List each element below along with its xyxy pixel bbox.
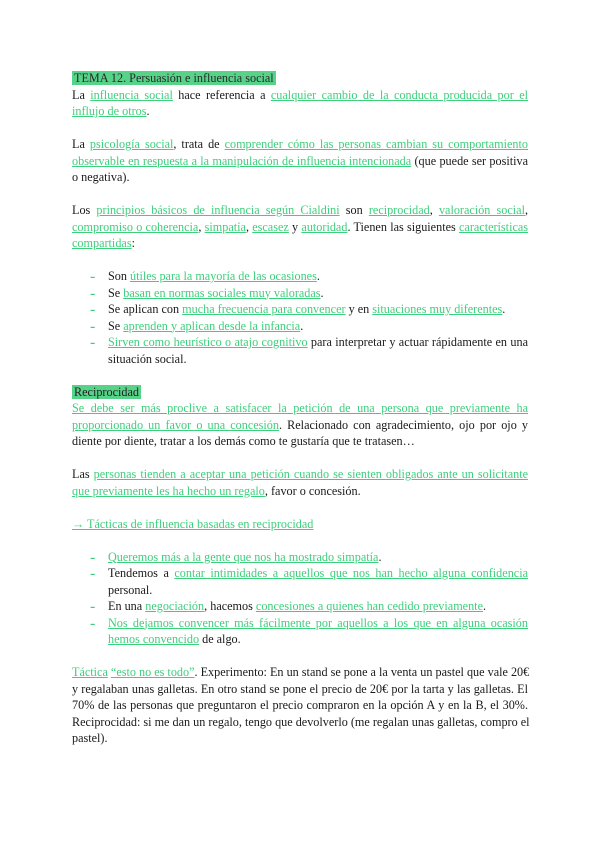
dash-bullet-icon: - [90,317,96,335]
list-item [72,549,528,566]
dash-bullet-icon: - [90,334,96,351]
text: , [429,203,439,217]
link-tacticas[interactable]: → Tácticas de influencia basadas en reciprocidad [72,516,314,531]
paragraph-6-line-4 [72,714,528,731]
link-item[interactable]: aprenden y aplican desde la infancia [123,318,301,333]
link-item[interactable]: Sirven como heurístico o atajo cognitivo [108,335,308,349]
text: diente por diente, tratar a los demás como te gustaría que te tratasen… [72,434,415,448]
text: . [502,302,506,316]
dash-bullet-icon: - [90,301,96,318]
link-autoridad[interactable]: autoridad [301,219,348,234]
link-item[interactable]: negociación [145,599,205,613]
paragraph-6-line-5 [72,730,528,747]
link-tactica[interactable]: Táctica [72,665,108,679]
text: , [198,219,205,234]
paragraph-6-line-2 [72,681,528,698]
text: En una [108,599,146,613]
text: . [320,285,324,300]
heading-line [72,384,528,401]
paragraph-4-line-2 [72,417,528,434]
text: para interpretar y actuar rápidamente en una [307,335,528,349]
page-title: TEMA 12. Persuasión e influencia social [74,71,274,85]
text: La [72,137,90,151]
paragraph-3-line-1 [72,202,528,219]
text: Las [72,467,94,481]
link-caracteristicas[interactable]: características [459,219,529,234]
link-reciprocidad[interactable]: reciprocidad [368,203,430,217]
text: , [245,219,253,234]
paragraph-3-line-2 [72,219,528,236]
text: . [316,269,320,283]
text: Se [108,285,124,300]
text: o negativa). [72,170,130,184]
text: pastel). [72,731,108,745]
text: , hacemos [204,599,256,613]
link-simpatia[interactable]: simpatía [204,219,246,234]
link-comprender[interactable]: comprender cómo las personas cambian su comportamiento [224,137,529,151]
section-heading: Reciprocidad [74,384,139,399]
text: y en [345,302,373,316]
text: . [378,549,382,564]
link-psicologia-social[interactable]: psicología social [89,137,174,151]
tactics-link-line [72,516,528,533]
text: (que puede ser positiva [411,153,528,168]
paragraph-4-line-1 [72,400,528,417]
paragraph-2-line-1 [72,136,528,153]
list-item [72,285,528,302]
link-valoracion-social[interactable]: valoración social [438,203,525,217]
list-item [72,334,528,367]
link-principios-cialdini[interactable]: principios básicos de influencia según Cialdini [96,203,340,217]
text: personal. [108,582,153,597]
paragraph-4-line-3 [72,433,528,450]
paragraph-5-line-2 [72,483,528,500]
dash-bullet-icon: - [90,268,96,285]
list-item [72,598,528,615]
paragraph-3-line-3 [72,235,528,252]
text: . Tienen las siguientes [347,219,459,234]
text: . [300,318,304,333]
text: y [288,219,302,234]
dash-bullet-icon: - [90,614,96,632]
link-escasez[interactable]: escasez [252,219,289,234]
text: de algo. [199,632,241,646]
text: , favor o concesión. [264,483,361,498]
paragraph-6-line-1 [72,664,528,681]
link-item[interactable]: Nos dejamos convencer más fácilmente por aquellos a los que en alguna ocasión [108,615,528,630]
link-item[interactable]: útiles para la mayoría de las ocasiones [130,269,317,283]
link-item[interactable]: basan en normas sociales muy valoradas [123,285,321,300]
text: . [146,104,150,118]
text: : [131,236,135,250]
paragraph-1-line-2 [72,103,528,120]
title-line [72,70,528,87]
text: hace referencia a [172,87,271,102]
list-item [72,301,528,318]
link-influencia-social[interactable]: influencia social [90,87,173,102]
paragraph-6-line-3 [72,697,528,714]
text: situación social. [108,351,187,366]
link-item[interactable]: concesiones a quienes han cedido previamente [255,599,483,613]
dash-bullet-icon: - [90,284,96,302]
link-esto-no-es-todo[interactable]: “esto no es todo” [110,665,195,679]
link-proclive[interactable]: Se debe ser más proclive a satisfacer la petición de una persona que previamente ha [72,401,528,415]
paragraph-1-line-1 [72,87,528,104]
paragraph-2-line-2 [72,153,528,170]
link-personas-tienden[interactable]: personas tienden a aceptar una petición cuando se sienten obligados ante un solicitante [93,467,528,481]
dash-bullet-icon: - [90,598,96,615]
link-cambio-conducta[interactable]: cualquier cambio de la conducta producida por el [270,87,528,102]
text: Se aplican con [108,302,183,316]
text: Reciprocidad: si me dan un regalo, tengo que devolverlo (me regalan unas galletas, compro el [72,714,530,729]
text: Tendemos a [108,566,175,580]
list-item [72,615,528,648]
list-item [72,318,528,335]
text: Se [108,318,124,333]
text: . Relacionado con agradecimiento, ojo por ojo y [278,417,528,432]
text: son [339,203,369,217]
text: y regalaban unas galletas. En otro stand se pone el precio de 20€ por la tarta y las galletas. El [72,681,528,696]
text: . Experimento: En un stand se pone a la venta un pastel que vale 20€ [194,665,530,679]
link-regalo[interactable]: que previamente les ha hecho un regalo [72,483,265,498]
link-compromiso[interactable]: compromiso o coherencia [72,219,199,234]
paragraph-2-line-3 [72,169,528,186]
link-proporcionado[interactable]: proporcionado un favor o una concesión [72,417,279,432]
link-comportamiento-observable[interactable]: observable en respuesta a la manipulación de influencia intencionada [72,153,412,168]
text: Los [72,203,97,217]
link-compartidas[interactable]: compartidas [72,236,132,250]
list-item [72,268,528,285]
link-item[interactable]: Queremos más a la gente que nos ha mostrado simpatía [108,549,379,564]
dash-bullet-icon: - [90,548,96,566]
paragraph-5-line-1 [72,466,528,483]
text: La [72,87,91,102]
link-item[interactable]: contar intimidades a aquellos que nos han hecho alguna confidencia [174,566,528,580]
text: , [524,203,528,217]
text: , trata de [173,137,225,151]
list-item [72,565,528,598]
dash-bullet-icon: - [90,565,96,582]
text: 70% de las personas que preguntaron el precio compraron en la opción A y en la B, el 30%. [72,698,528,712]
document-page [72,70,528,747]
text: . [482,599,487,613]
link-item[interactable]: mucha frecuencia para convencer [182,302,346,316]
text: Son [108,269,131,283]
link-item[interactable]: situaciones muy diferentes [372,302,503,316]
link-influjo-otros[interactable]: influjo de otros [72,104,147,118]
link-item[interactable]: hemos convencido [108,632,200,646]
